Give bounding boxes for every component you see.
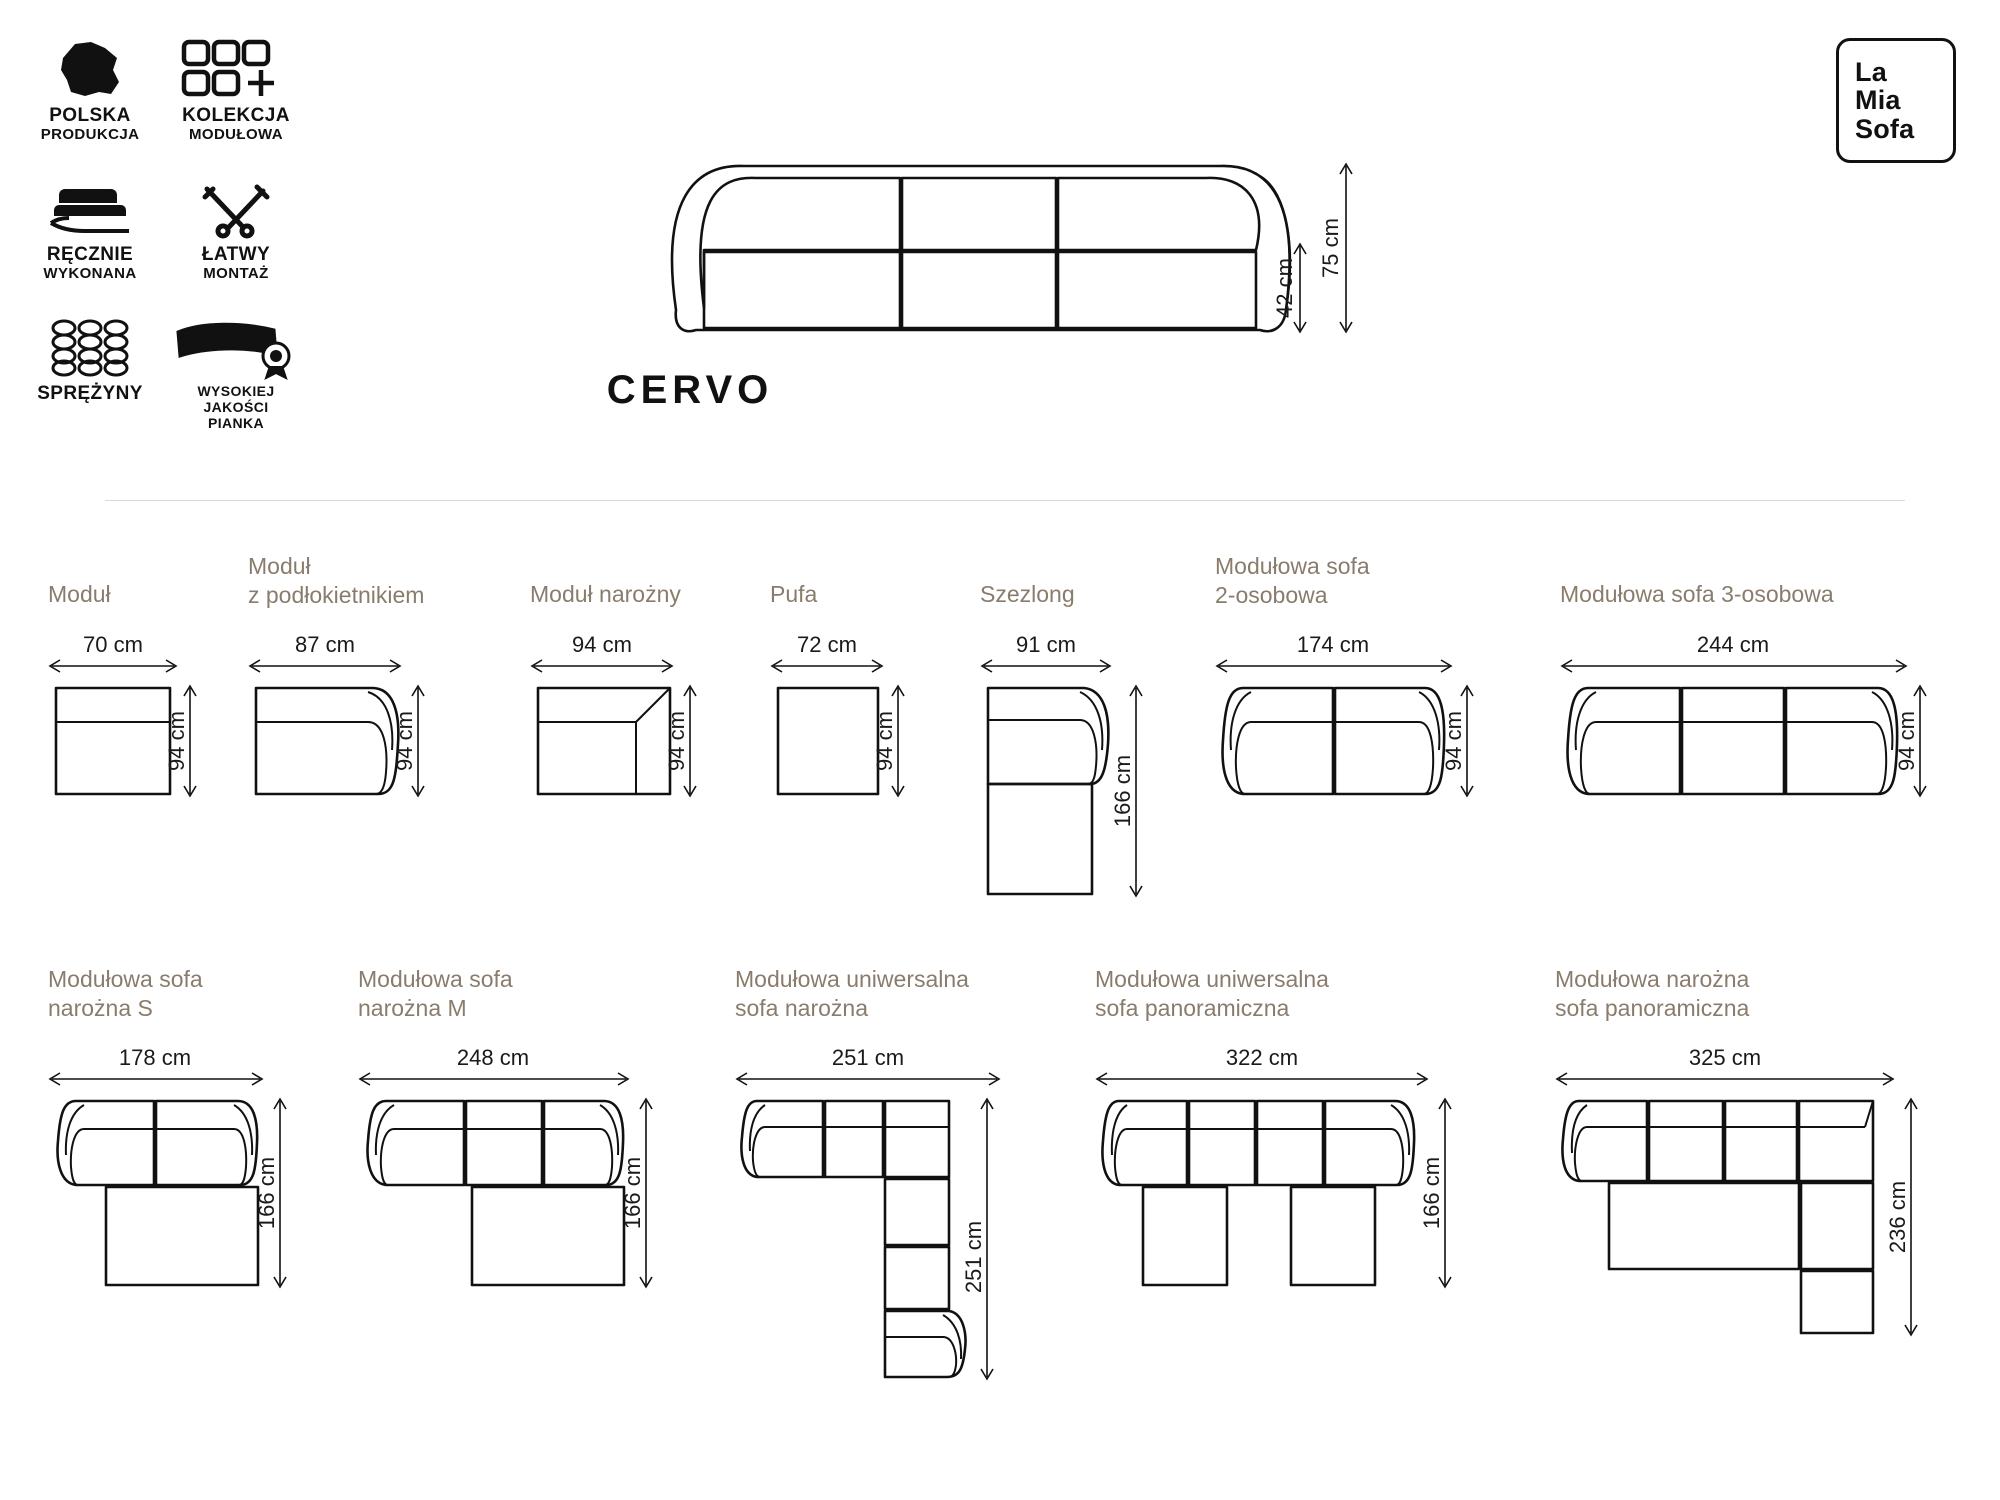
- dimension-width: [50, 660, 176, 672]
- tools-icon: [197, 169, 275, 239]
- dimension-width-label: 322 cm: [1225, 1045, 1299, 1070]
- dimension-width: [250, 660, 400, 672]
- dimension-width-label: 174 cm: [1296, 632, 1370, 657]
- dimension-width: [532, 660, 672, 672]
- product-name: CERVO: [606, 368, 774, 412]
- feature-latwy-montaz: [176, 169, 296, 282]
- brand-line-3: Sofa: [1855, 113, 1915, 144]
- item-label: Modułowa uniwersalna sofa narożna: [735, 966, 969, 1021]
- dimension-width: [50, 1073, 262, 1085]
- item-label: Modułowa uniwersalna sofa panoramiczna: [1095, 966, 1329, 1021]
- dimension-depth-label: 166 cm: [1110, 754, 1135, 828]
- feature-title: ŁATWY: [201, 244, 271, 266]
- feature-title: RĘCZNIE: [46, 244, 134, 266]
- item-label: Moduł: [48, 581, 111, 607]
- item-modul-narozny: [530, 580, 720, 824]
- dimension-height-seat-label: 42 cm: [1272, 258, 1297, 318]
- dimension-width: [360, 1073, 628, 1085]
- feature-row: [30, 169, 330, 282]
- dimension-depth-label: 94 cm: [1894, 711, 1919, 771]
- hand-sofa-icon: [47, 169, 133, 239]
- item-szezlong: [980, 580, 1180, 924]
- feature-polska-produkcja: [30, 30, 150, 143]
- feature-title: KOLEKCJA: [182, 105, 290, 126]
- dimension-width-label: 325 cm: [1688, 1045, 1762, 1070]
- dimension-depth-label: 166 cm: [620, 1156, 645, 1230]
- dimension-width: [1217, 660, 1451, 672]
- dimension-width: [1557, 1073, 1893, 1085]
- item-label: Moduł narożny: [530, 581, 681, 607]
- dimension-width-label: 70 cm: [83, 632, 143, 657]
- feature-subtitle: MONTAŻ: [203, 265, 269, 283]
- dimension-depth-label: 251 cm: [961, 1220, 986, 1294]
- item-modul-z-podlokietnikiem: [248, 552, 448, 824]
- feature-subtitle: JAKOŚCI PIANKA: [203, 399, 269, 432]
- brand-logo: [1836, 38, 1956, 163]
- modular-blocks-icon: [180, 30, 292, 100]
- feature-subtitle: PRODUKCJA: [40, 125, 140, 143]
- item-label: Modułowa sofa 3-osobowa: [1560, 581, 1834, 607]
- dimension-depth-label: 166 cm: [254, 1156, 279, 1230]
- dimension-depth-label: 166 cm: [1419, 1156, 1444, 1230]
- dimension-depth-label: 94 cm: [164, 711, 189, 771]
- item-uniwersalna-sofa-narozna: [735, 965, 1045, 1387]
- item-label: Pufa: [770, 581, 818, 607]
- item-label: Moduł z podłokietnikiem: [248, 553, 425, 608]
- dimension-width: [1097, 1073, 1427, 1085]
- item-sofa-3-osobowa: [1560, 580, 1940, 824]
- item-sofa-narozna-m: [358, 965, 668, 1317]
- dimension-depth-label: 94 cm: [1441, 711, 1466, 771]
- brand-line-2: Mia: [1855, 85, 1901, 116]
- feature-subtitle: WYKONANA: [43, 265, 137, 283]
- item-label: Modułowa sofa 2-osobowa: [1215, 553, 1370, 608]
- hero-sofa-illustration: [660, 80, 1380, 370]
- feature-kolekcja-modulowa: [176, 30, 296, 143]
- dimension-width-label: 72 cm: [797, 632, 857, 657]
- dimension-depth-label: 94 cm: [664, 711, 689, 771]
- item-label: Szezlong: [980, 581, 1075, 607]
- dimension-width-label: 91 cm: [1016, 632, 1076, 657]
- dimension-width: [982, 660, 1110, 672]
- dimension-width: [737, 1073, 999, 1085]
- dimension-width-label: 94 cm: [572, 632, 632, 657]
- dimension-depth-label: 94 cm: [392, 711, 417, 771]
- item-modul: [48, 580, 218, 824]
- section-divider: [105, 500, 1905, 501]
- dimension-width-label: 248 cm: [456, 1045, 530, 1070]
- poland-map-icon: [55, 30, 125, 100]
- item-label: Modułowa sofa narożna M: [358, 966, 513, 1021]
- dimension-width-label: 178 cm: [118, 1045, 192, 1070]
- dimension-width-label: 244 cm: [1696, 632, 1770, 657]
- feature-recznie-wykonana: [30, 169, 150, 282]
- item-narozna-sofa-panoramiczna: [1555, 965, 1945, 1357]
- item-label: Modułowa sofa narożna S: [48, 966, 203, 1021]
- dimension-depth-label: 236 cm: [1885, 1180, 1910, 1254]
- dimension-width: [1562, 660, 1906, 672]
- item-sofa-2-osobowa: [1215, 552, 1495, 824]
- feature-title: WYSOKIEJ: [197, 383, 275, 400]
- dimension-width-label: 251 cm: [831, 1045, 905, 1070]
- item-label: Modułowa narożna sofa panoramiczna: [1555, 966, 1750, 1021]
- dimension-depth-label: 94 cm: [872, 711, 897, 771]
- dimension-height-total-label: 75 cm: [1318, 218, 1343, 278]
- item-sofa-narozna-s: [48, 965, 298, 1317]
- feature-title: SPRĘŻYNY: [37, 383, 143, 405]
- feature-row: [30, 30, 330, 143]
- feature-subtitle: MODUŁOWA: [188, 125, 284, 143]
- brand-line-1: La: [1855, 56, 1887, 87]
- dimension-width: [772, 660, 882, 672]
- dimension-width-label: 87 cm: [295, 632, 355, 657]
- item-uniwersalna-sofa-panoramiczna: [1095, 965, 1475, 1317]
- item-pufa: [770, 580, 940, 824]
- feature-title: POLSKA: [49, 105, 131, 126]
